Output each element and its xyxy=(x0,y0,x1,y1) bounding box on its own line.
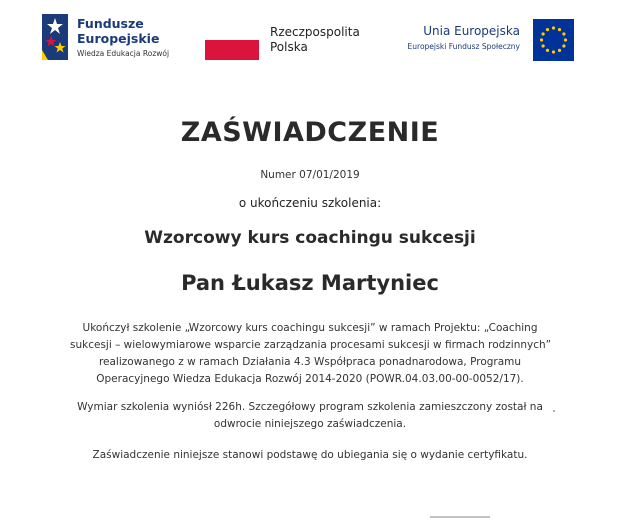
certificate-number: Numer 07/01/2019 xyxy=(260,169,360,181)
fundusze-europejskie-logo xyxy=(42,14,192,64)
paragraph-line: sukcesji – wielowymiarowe wsparcie zarządzania procesami sukcesji w firmach rodzinnych” xyxy=(70,339,552,351)
paragraph-line: Operacyjnego Wiedza Edukacja Rozwój 2014-2020 (POWR.04.03.00-00-0052/17). xyxy=(96,373,524,385)
paragraph-line: realizowanego z w ramach Działania 4.3 Współpraca ponadnarodowa, Programu xyxy=(98,356,522,368)
rp-logo-line2: Polska xyxy=(270,40,308,54)
certificate-basis-paragraph xyxy=(70,447,550,464)
scan-speck xyxy=(553,410,555,412)
paragraph-line: odwrocie niniejszego zaświadczenia. xyxy=(213,418,407,430)
training-hours-paragraph xyxy=(70,399,550,433)
paragraph-line: Ukończył szkolenie „Wzorcowy kurs coachingu sukcesji” w ramach Projektu: „Coaching xyxy=(82,322,538,334)
poland-flag-icon xyxy=(205,40,259,60)
unia-europejska-logo xyxy=(395,15,580,61)
ue-logo-line1: Unia Europejska xyxy=(423,24,520,38)
course-name: Wzorcowy kurs coachingu sukcesji xyxy=(144,228,476,248)
paragraph-line: Wymiar szkolenia wyniósł 226h. Szczegółowy program szkolenia zamieszczony został na xyxy=(77,401,543,413)
fe-stars-icon xyxy=(42,14,68,60)
rzeczpospolita-polska-logo xyxy=(205,22,375,62)
paragraph-line: Zaświadczenie niniejsze stanowi podstawę do ubiegania się o wydanie certyfikatu. xyxy=(92,449,528,461)
fe-logo-line1: Fundusze xyxy=(77,16,144,31)
rp-logo-line1: Rzeczpospolita xyxy=(270,25,360,39)
fe-logo-line3: Wiedza Edukacja Rozwój xyxy=(77,49,170,58)
eu-flag-icon xyxy=(533,19,574,61)
recipient-name: Pan Łukasz Martyniec xyxy=(181,271,439,295)
fe-logo-line2: Europejskie xyxy=(77,31,160,46)
project-paragraph xyxy=(70,320,550,388)
certificate-subtitle: o ukończeniu szkolenia: xyxy=(238,196,382,210)
certificate-title: ZAŚWIADCZENIE xyxy=(180,117,440,148)
signature-stroke xyxy=(430,516,490,518)
ue-logo-line2: Europejski Fundusz Społeczny xyxy=(407,42,520,51)
